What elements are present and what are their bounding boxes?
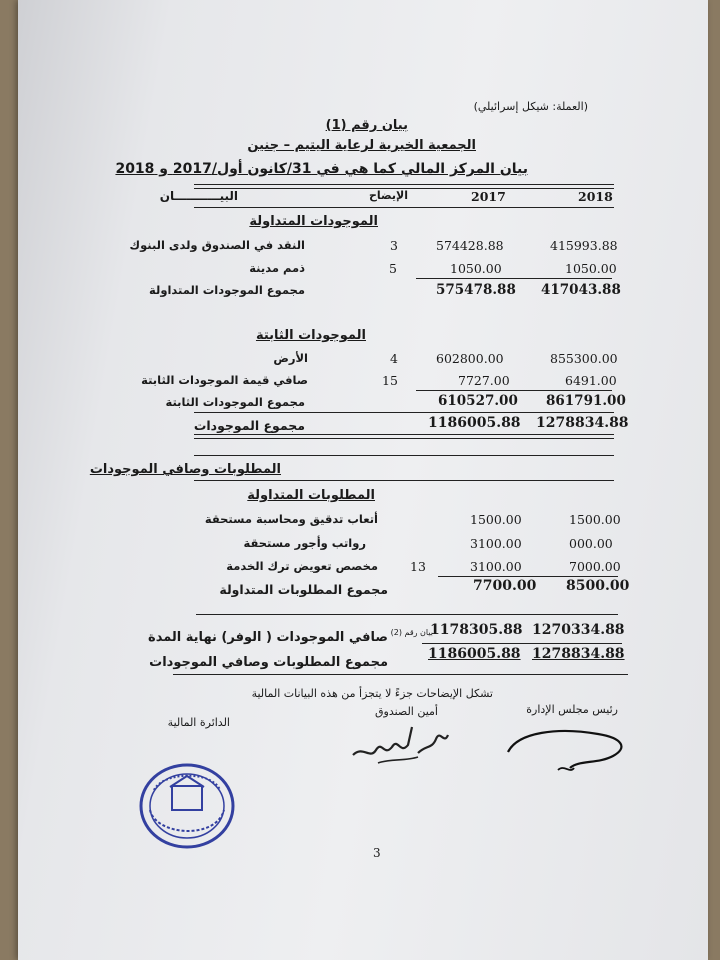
total-top-rule <box>194 412 614 413</box>
liabilities-net-heading: المطلوبات وصافي الموجودات <box>89 462 281 477</box>
net-assets-2018: 1270334.88 <box>532 622 625 638</box>
total-assets-label: مجموع الموجودات <box>193 418 305 433</box>
current-liabilities-heading: المطلوبات المتداولة <box>247 488 375 503</box>
statement-number: بيان رقم (1) <box>325 118 408 133</box>
row-note: 15 <box>382 373 398 388</box>
subtotal-2018: 861791.00 <box>546 393 626 409</box>
column-2017: 2017 <box>471 189 506 204</box>
total-top-rule <box>422 643 622 644</box>
row-value-2017: 3100.00 <box>470 536 522 551</box>
fixed-assets-heading: الموجودات الثابتة <box>255 328 366 343</box>
treasurer-signature-label: أمين الصندوق <box>374 705 438 718</box>
net-assets-2017: 1178305.88 <box>430 622 523 638</box>
chairman-signature-label: رئيس مجلس الإدارة <box>526 703 618 716</box>
row-label: النقد في الصندوق ولدى البنوك <box>129 238 305 252</box>
subtotal-2017: 610527.00 <box>438 393 518 409</box>
row-label: أتعاب تدقيق ومحاسبة مستحقة <box>204 512 378 526</box>
row-note: 3 <box>390 238 398 253</box>
row-value-2017: 1500.00 <box>470 512 522 527</box>
subtotal-2018: 8500.00 <box>566 578 630 594</box>
row-value-2018: 7000.00 <box>569 559 621 574</box>
row-value-2018: 855300.00 <box>550 351 618 366</box>
subtotal-label: مجموع الموجودات المتداولة <box>149 283 305 297</box>
organization-stamp <box>136 760 238 852</box>
subtotal-rule <box>416 390 612 391</box>
statement-title: بيان المركز المالي كما هي في 31/كانون أول/2017 و 2018 <box>115 161 528 177</box>
section-rule <box>196 614 618 615</box>
row-value-2017: 602800.00 <box>436 351 504 366</box>
column-description: البيـــــــــــان <box>159 189 238 203</box>
subtotal-rule <box>438 576 618 577</box>
currency-note: (العملة: شيكل إسرائيلي) <box>473 100 588 113</box>
net-assets-note: بيان رقم (2) <box>390 628 433 637</box>
row-value-2017: 3100.00 <box>470 559 522 574</box>
row-value-2017: 7727.00 <box>458 373 510 388</box>
row-label: مخصص تعويض ترك الخدمة <box>226 559 378 573</box>
column-note: الإيضاح <box>369 189 408 202</box>
total-assets-2017: 1186005.88 <box>428 415 521 431</box>
row-value-2018: 1500.00 <box>569 512 621 527</box>
total-bottom-rule <box>173 674 628 675</box>
document-page <box>18 0 708 960</box>
treasurer-signature <box>348 715 458 775</box>
footnote: تشكل الإيضاحات جزءً لا يتجزأ من هذه البيانات المالية <box>251 687 493 700</box>
subtotal-label: مجموع المطلوبات المتداولة <box>219 582 388 597</box>
column-2018: 2018 <box>578 189 613 204</box>
total-bottom-rule <box>194 434 614 439</box>
section-rule <box>194 480 614 481</box>
subtotal-2017: 7700.00 <box>473 578 537 594</box>
section-rule <box>194 455 614 456</box>
finance-department-label: الدائرة المالية <box>167 716 230 729</box>
organization-name: الجمعية الخيرية لرعاية اليتيم – جنين <box>247 138 476 153</box>
header-bottom-rule <box>194 207 614 208</box>
page-number: 3 <box>373 846 381 860</box>
row-value-2018: 1050.00 <box>565 261 617 276</box>
row-value-2018: 415993.88 <box>550 238 618 253</box>
row-label: ذمم مدينة <box>249 261 305 275</box>
row-label: رواتب وأجور مستحقة <box>243 536 366 550</box>
row-note: 4 <box>390 351 398 366</box>
row-label: صافي قيمة الموجودات الثابتة <box>141 373 308 387</box>
current-assets-heading: الموجودات المتداولة <box>249 214 378 229</box>
row-note: 5 <box>389 261 397 276</box>
row-value-2017: 1050.00 <box>450 261 502 276</box>
row-note: 13 <box>410 559 426 574</box>
row-label: الأرض <box>273 351 308 365</box>
subtotal-2018: 417043.88 <box>541 282 621 298</box>
total-liabilities-net-2018: 1278834.88 <box>532 646 625 662</box>
subtotal-label: مجموع الموجودات الثابتة <box>165 395 305 409</box>
subtotal-rule <box>416 278 612 279</box>
row-value-2018: 6491.00 <box>565 373 617 388</box>
net-assets-label: صافي الموجودات ( الوفر) نهاية المدة <box>148 630 388 645</box>
subtotal-2017: 575478.88 <box>436 282 516 298</box>
total-assets-2018: 1278834.88 <box>536 415 629 431</box>
chairman-signature <box>498 712 638 792</box>
total-liabilities-net-label: مجموع المطلوبات وصافي الموجودات <box>149 655 388 670</box>
row-value-2018: 000.00 <box>569 536 613 551</box>
row-value-2017: 574428.88 <box>436 238 504 253</box>
total-liabilities-net-2017: 1186005.88 <box>428 646 521 662</box>
